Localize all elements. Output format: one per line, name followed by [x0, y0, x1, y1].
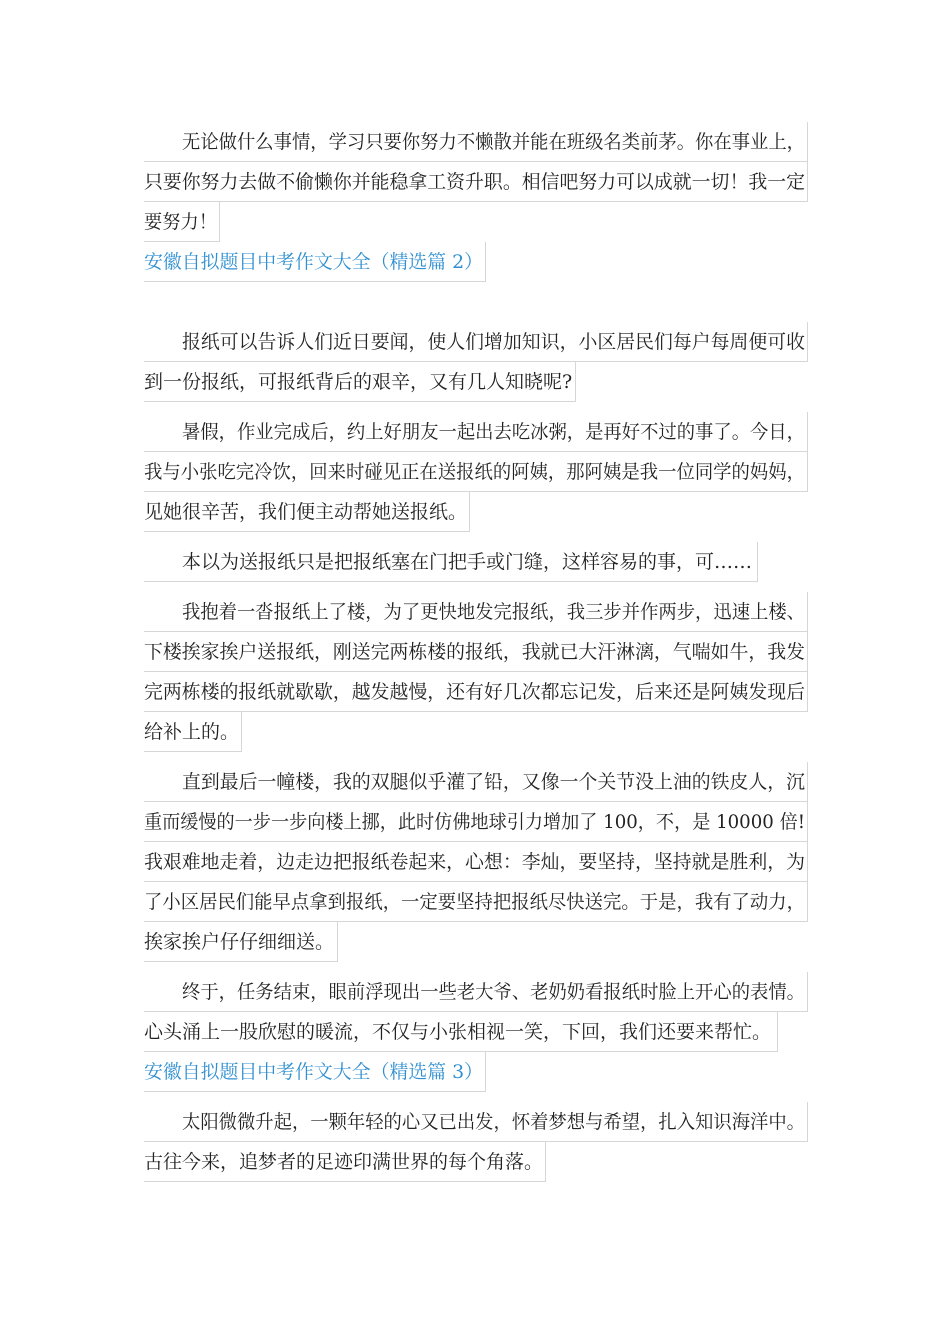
paragraph — [144, 122, 808, 242]
text-line: 下楼挨家挨户送报纸，刚送完两栋楼的报纸，我就已大汗淋漓，气喘如牛，我发 — [144, 632, 808, 672]
paragraph — [144, 972, 808, 1052]
paragraph — [144, 762, 808, 962]
text-line: 本以为送报纸只是把报纸塞在门把手或门缝，这样容易的事，可…… — [144, 542, 758, 582]
paragraph — [144, 412, 808, 532]
heading-line: 安徽自拟题目中考作文大全（精选篇 3） — [144, 1052, 486, 1092]
text-line: 我与小张吃完冷饮，回来时碰见正在送报纸的阿姨，那阿姨是我一位同学的妈妈， — [144, 452, 808, 492]
text-line: 心头涌上一股欣慰的暖流，不仅与小张相视一笑，下回，我们还要来帮忙。 — [144, 1012, 778, 1052]
text-line: 要努力！ — [144, 202, 220, 242]
text-line: 终于，任务结束，眼前浮现出一些老大爷、老奶奶看报纸时脸上开心的表情。 — [144, 972, 808, 1012]
text-line: 古往今来，追梦者的足迹印满世界的每个角落。 — [144, 1142, 546, 1182]
text-line: 我艰难地走着，边走边把报纸卷起来，心想：李灿，要坚持，坚持就是胜利，为 — [144, 842, 808, 882]
text-line: 挨家挨户仔仔细细送。 — [144, 922, 338, 962]
text-line: 重而缓慢的一步一步向楼上挪，此时仿佛地球引力增加了 100，不，是 10000 倍! — [144, 802, 808, 842]
text-line: 到一份报纸，可报纸背后的艰辛，又有几人知晓呢? — [144, 362, 576, 402]
document-body — [144, 122, 808, 1182]
heading-line: 安徽自拟题目中考作文大全（精选篇 2） — [144, 242, 486, 282]
paragraph — [144, 1102, 808, 1182]
text-line: 我抱着一沓报纸上了楼，为了更快地发完报纸，我三步并作两步，迅速上楼、 — [144, 592, 808, 632]
text-line: 只要你努力去做不偷懒你并能稳拿工资升职。相信吧努力可以成就一切！我一定 — [144, 162, 808, 202]
text-line: 暑假，作业完成后，约上好朋友一起出去吃冰粥，是再好不过的事了。今日， — [144, 412, 808, 452]
section-heading — [144, 242, 808, 282]
paragraph — [144, 322, 808, 402]
text-line: 见她很辛苦，我们便主动帮她送报纸。 — [144, 492, 470, 532]
text-line: 无论做什么事情，学习只要你努力不懒散并能在班级名类前茅。你在事业上， — [144, 122, 808, 162]
paragraph — [144, 542, 808, 582]
text-line: 报纸可以告诉人们近日要闻，使人们增加知识，小区居民们每户每周便可收 — [144, 322, 808, 362]
text-line: 太阳微微升起，一颗年轻的心又已出发，怀着梦想与希望，扎入知识海洋中。 — [144, 1102, 808, 1142]
paragraph — [144, 592, 808, 752]
section-heading — [144, 1052, 808, 1092]
text-line: 直到最后一幢楼，我的双腿似乎灌了铅，又像一个关节没上油的铁皮人，沉 — [144, 762, 808, 802]
text-line: 了小区居民们能早点拿到报纸，一定要坚持把报纸尽快送完。于是，我有了动力， — [144, 882, 808, 922]
text-line: 完两栋楼的报纸就歇歇，越发越慢，还有好几次都忘记发，后来还是阿姨发现后 — [144, 672, 808, 712]
text-line: 给补上的。 — [144, 712, 242, 752]
